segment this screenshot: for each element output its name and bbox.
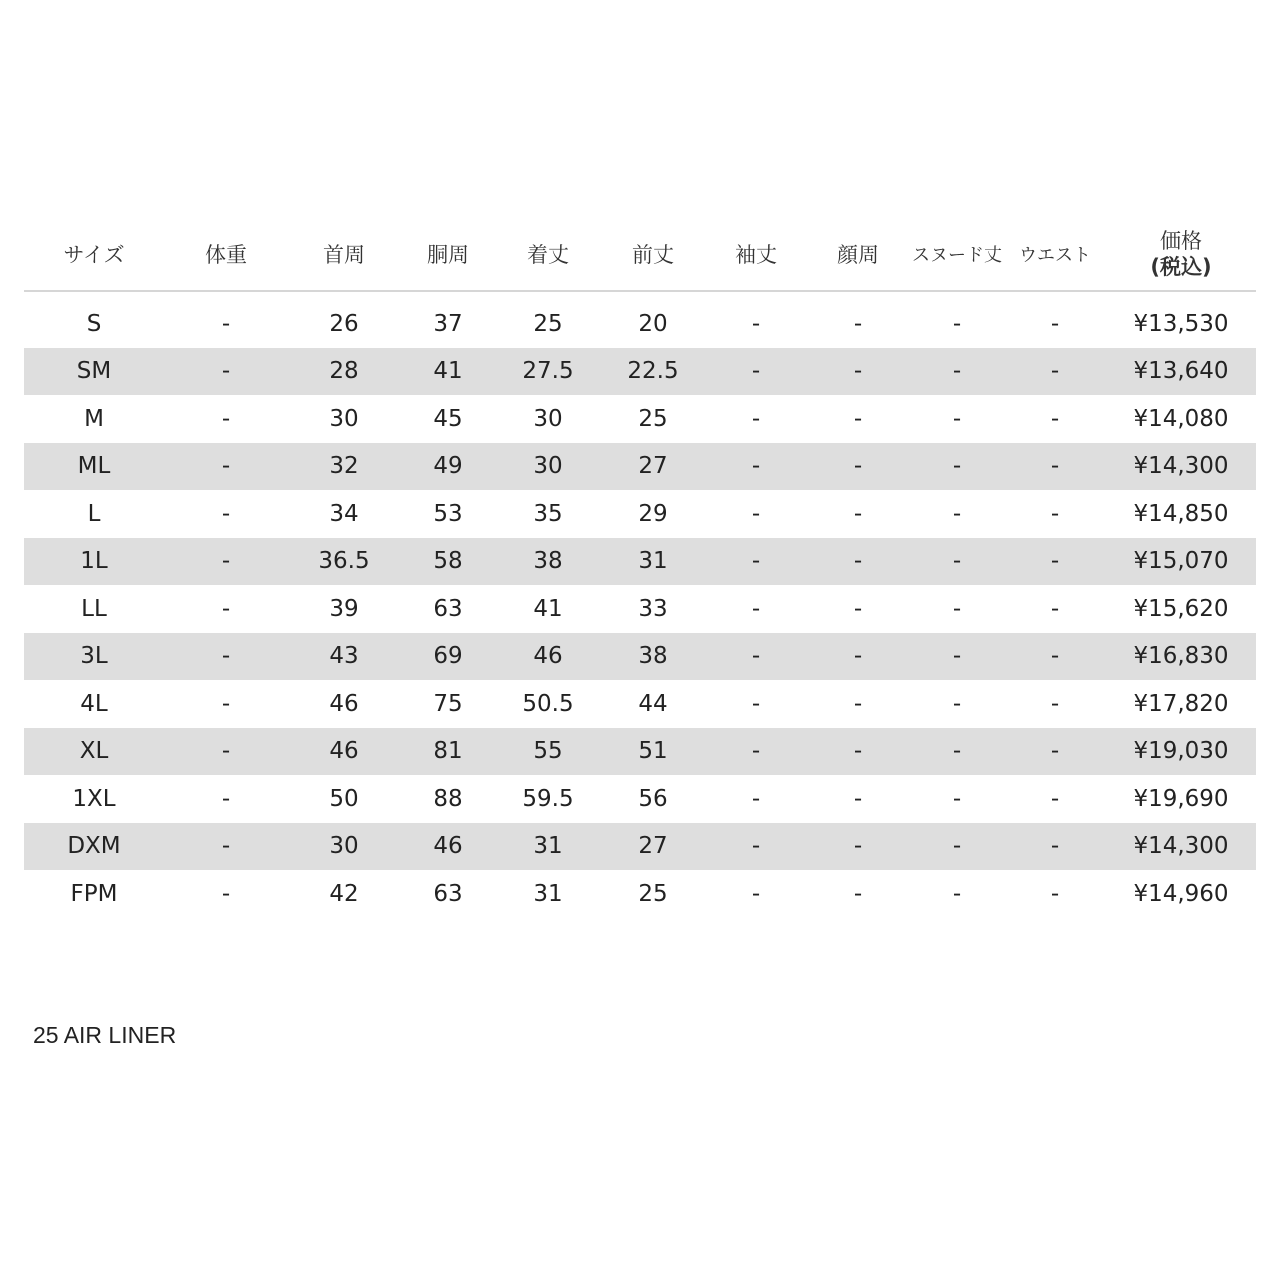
cell-front: 20 (638, 310, 668, 337)
cell-size: SM (24, 348, 164, 396)
header-size: サイズ (24, 218, 164, 291)
cell-snood: - (910, 728, 1004, 776)
cell-front: 51 (600, 728, 706, 776)
table-row (24, 348, 1256, 396)
cell-snood: - (952, 595, 962, 622)
cell-sleeve: - (751, 880, 761, 907)
cell-length: 59.5 (522, 785, 574, 812)
cell-waist: - (1050, 690, 1060, 717)
cell-front: 44 (638, 690, 668, 717)
cell-snood: - (910, 823, 1004, 871)
cell-face: - (806, 348, 910, 396)
table-row (24, 728, 1256, 776)
cell-chest: 63 (433, 595, 463, 622)
cell-price: ¥14,300 (1106, 443, 1256, 491)
cell-length: 25 (533, 310, 563, 337)
cell-neck: 30 (329, 405, 359, 432)
cell-front: 27 (600, 823, 706, 871)
cell-size: 3L (24, 633, 164, 681)
cell-waist: - (1050, 500, 1060, 527)
cell-face: - (806, 633, 910, 681)
cell-face: - (853, 690, 863, 717)
cell-size: XL (24, 728, 164, 776)
cell-size: 4L (80, 690, 108, 717)
cell-face: - (806, 823, 910, 871)
header-gap (24, 291, 1256, 300)
cell-neck: 32 (288, 443, 400, 491)
cell-front: 22.5 (600, 348, 706, 396)
cell-neck: 50 (329, 785, 359, 812)
cell-length: 38 (496, 538, 600, 586)
cell-price: ¥14,300 (1106, 823, 1256, 871)
table-row (24, 443, 1256, 491)
cell-price: ¥19,030 (1106, 728, 1256, 776)
cell-snood: - (952, 880, 962, 907)
cell-neck: 30 (288, 823, 400, 871)
cell-front: 27 (600, 443, 706, 491)
cell-face: - (853, 880, 863, 907)
cell-face: - (853, 310, 863, 337)
table-row (24, 395, 1256, 443)
cell-length: 27.5 (496, 348, 600, 396)
cell-length: 35 (533, 500, 563, 527)
cell-price: ¥13,640 (1106, 348, 1256, 396)
cell-weight: - (221, 310, 231, 337)
cell-size: L (87, 500, 101, 527)
cell-face: - (853, 595, 863, 622)
cell-chest: 58 (400, 538, 496, 586)
cell-weight: - (164, 633, 288, 681)
cell-chest: 53 (433, 500, 463, 527)
header-price-tax-note: (税込) (1150, 255, 1212, 279)
cell-face: - (806, 443, 910, 491)
cell-price: ¥14,080 (1133, 405, 1229, 432)
cell-neck: 43 (288, 633, 400, 681)
cell-weight: - (164, 823, 288, 871)
cell-length: 46 (496, 633, 600, 681)
cell-length: 30 (496, 443, 600, 491)
cell-snood: - (910, 443, 1004, 491)
cell-price: ¥19,690 (1133, 785, 1229, 812)
cell-length: 41 (533, 595, 563, 622)
cell-face: - (806, 728, 910, 776)
cell-chest: 88 (433, 785, 463, 812)
cell-length: 30 (533, 405, 563, 432)
cell-weight: - (164, 443, 288, 491)
cell-sleeve: - (706, 728, 806, 776)
cell-chest: 69 (400, 633, 496, 681)
cell-length: 55 (496, 728, 600, 776)
table-row (24, 870, 1256, 918)
cell-size: DXM (24, 823, 164, 871)
table-row (24, 538, 1256, 586)
cell-waist: - (1050, 785, 1060, 812)
table-row (24, 490, 1256, 538)
cell-size: S (86, 310, 102, 337)
header-front-length: 前丈 (600, 218, 706, 291)
cell-size: ML (24, 443, 164, 491)
header-length: 着丈 (496, 218, 600, 291)
table-row (24, 775, 1256, 823)
cell-chest: 37 (433, 310, 463, 337)
cell-face: - (853, 405, 863, 432)
cell-price: ¥14,960 (1133, 880, 1229, 907)
cell-waist: - (1004, 538, 1106, 586)
cell-price: ¥16,830 (1106, 633, 1256, 681)
cell-neck: 26 (329, 310, 359, 337)
cell-weight: - (164, 538, 288, 586)
cell-waist: - (1050, 310, 1060, 337)
cell-waist: - (1050, 405, 1060, 432)
table-row (24, 585, 1256, 633)
cell-front: 25 (638, 880, 668, 907)
cell-snood: - (952, 405, 962, 432)
cell-snood: - (910, 633, 1004, 681)
cell-sleeve: - (751, 785, 761, 812)
cell-chest: 81 (400, 728, 496, 776)
cell-size: 1L (24, 538, 164, 586)
cell-waist: - (1004, 728, 1106, 776)
cell-chest: 41 (400, 348, 496, 396)
cell-sleeve: - (751, 310, 761, 337)
cell-price: ¥15,070 (1106, 538, 1256, 586)
cell-front: 38 (600, 633, 706, 681)
header-sleeve: 袖丈 (706, 218, 806, 291)
table-body (24, 291, 1256, 918)
header-weight: 体重 (164, 218, 288, 291)
header-waist: ウエスト (1004, 218, 1106, 291)
cell-chest: 75 (433, 690, 463, 717)
cell-size: 1XL (72, 785, 116, 812)
table-row (24, 680, 1256, 728)
cell-neck: 34 (329, 500, 359, 527)
cell-sleeve: - (706, 823, 806, 871)
cell-sleeve: - (706, 538, 806, 586)
cell-face: - (853, 500, 863, 527)
cell-weight: - (221, 405, 231, 432)
cell-weight: - (164, 728, 288, 776)
cell-front: 29 (638, 500, 668, 527)
cell-waist: - (1050, 595, 1060, 622)
header-chest: 胴周 (400, 218, 496, 291)
cell-face: - (806, 538, 910, 586)
cell-chest: 45 (433, 405, 463, 432)
cell-waist: - (1004, 823, 1106, 871)
cell-neck: 46 (329, 690, 359, 717)
cell-chest: 46 (400, 823, 496, 871)
cell-chest: 63 (433, 880, 463, 907)
cell-price: ¥15,620 (1133, 595, 1229, 622)
cell-weight: - (221, 785, 231, 812)
cell-snood: - (910, 348, 1004, 396)
cell-snood: - (952, 785, 962, 812)
cell-snood: - (952, 690, 962, 717)
cell-waist: - (1004, 633, 1106, 681)
cell-sleeve: - (706, 633, 806, 681)
cell-snood: - (910, 538, 1004, 586)
cell-neck: 46 (288, 728, 400, 776)
cell-front: 31 (600, 538, 706, 586)
cell-price: ¥17,820 (1133, 690, 1229, 717)
header-neck: 首周 (288, 218, 400, 291)
cell-neck: 42 (329, 880, 359, 907)
header-price-label: 価格 (1160, 229, 1202, 253)
cell-price: ¥14,850 (1133, 500, 1229, 527)
cell-neck: 36.5 (288, 538, 400, 586)
cell-sleeve: - (751, 405, 761, 432)
header-row (24, 218, 1256, 291)
table-row (24, 823, 1256, 871)
cell-sleeve: - (751, 595, 761, 622)
cell-weight: - (164, 348, 288, 396)
cell-face: - (853, 785, 863, 812)
cell-weight: - (221, 690, 231, 717)
cell-chest: 49 (400, 443, 496, 491)
table-row (24, 633, 1256, 681)
cell-weight: - (221, 880, 231, 907)
table-row (24, 300, 1256, 348)
cell-waist: - (1004, 348, 1106, 396)
cell-sleeve: - (751, 500, 761, 527)
cell-size: FPM (70, 880, 118, 907)
cell-waist: - (1050, 880, 1060, 907)
cell-neck: 28 (288, 348, 400, 396)
cell-front: 25 (638, 405, 668, 432)
cell-price: ¥13,530 (1133, 310, 1229, 337)
cell-size: M (84, 405, 104, 432)
cell-sleeve: - (706, 348, 806, 396)
cell-neck: 39 (329, 595, 359, 622)
cell-snood: - (952, 310, 962, 337)
size-chart-table (24, 218, 1256, 918)
cell-sleeve: - (706, 443, 806, 491)
cell-snood: - (952, 500, 962, 527)
cell-front: 33 (638, 595, 668, 622)
cell-weight: - (221, 500, 231, 527)
cell-waist: - (1004, 443, 1106, 491)
cell-length: 31 (496, 823, 600, 871)
cell-length: 50.5 (522, 690, 574, 717)
cell-weight: - (221, 595, 231, 622)
cell-sleeve: - (751, 690, 761, 717)
cell-size: LL (81, 595, 107, 622)
cell-front: 56 (638, 785, 668, 812)
header-snood: スヌード丈 (910, 218, 1004, 291)
header-face: 顔周 (806, 218, 910, 291)
header-price (1106, 218, 1256, 291)
model-name: 25 AIR LINER (33, 1022, 177, 1048)
cell-length: 31 (533, 880, 563, 907)
